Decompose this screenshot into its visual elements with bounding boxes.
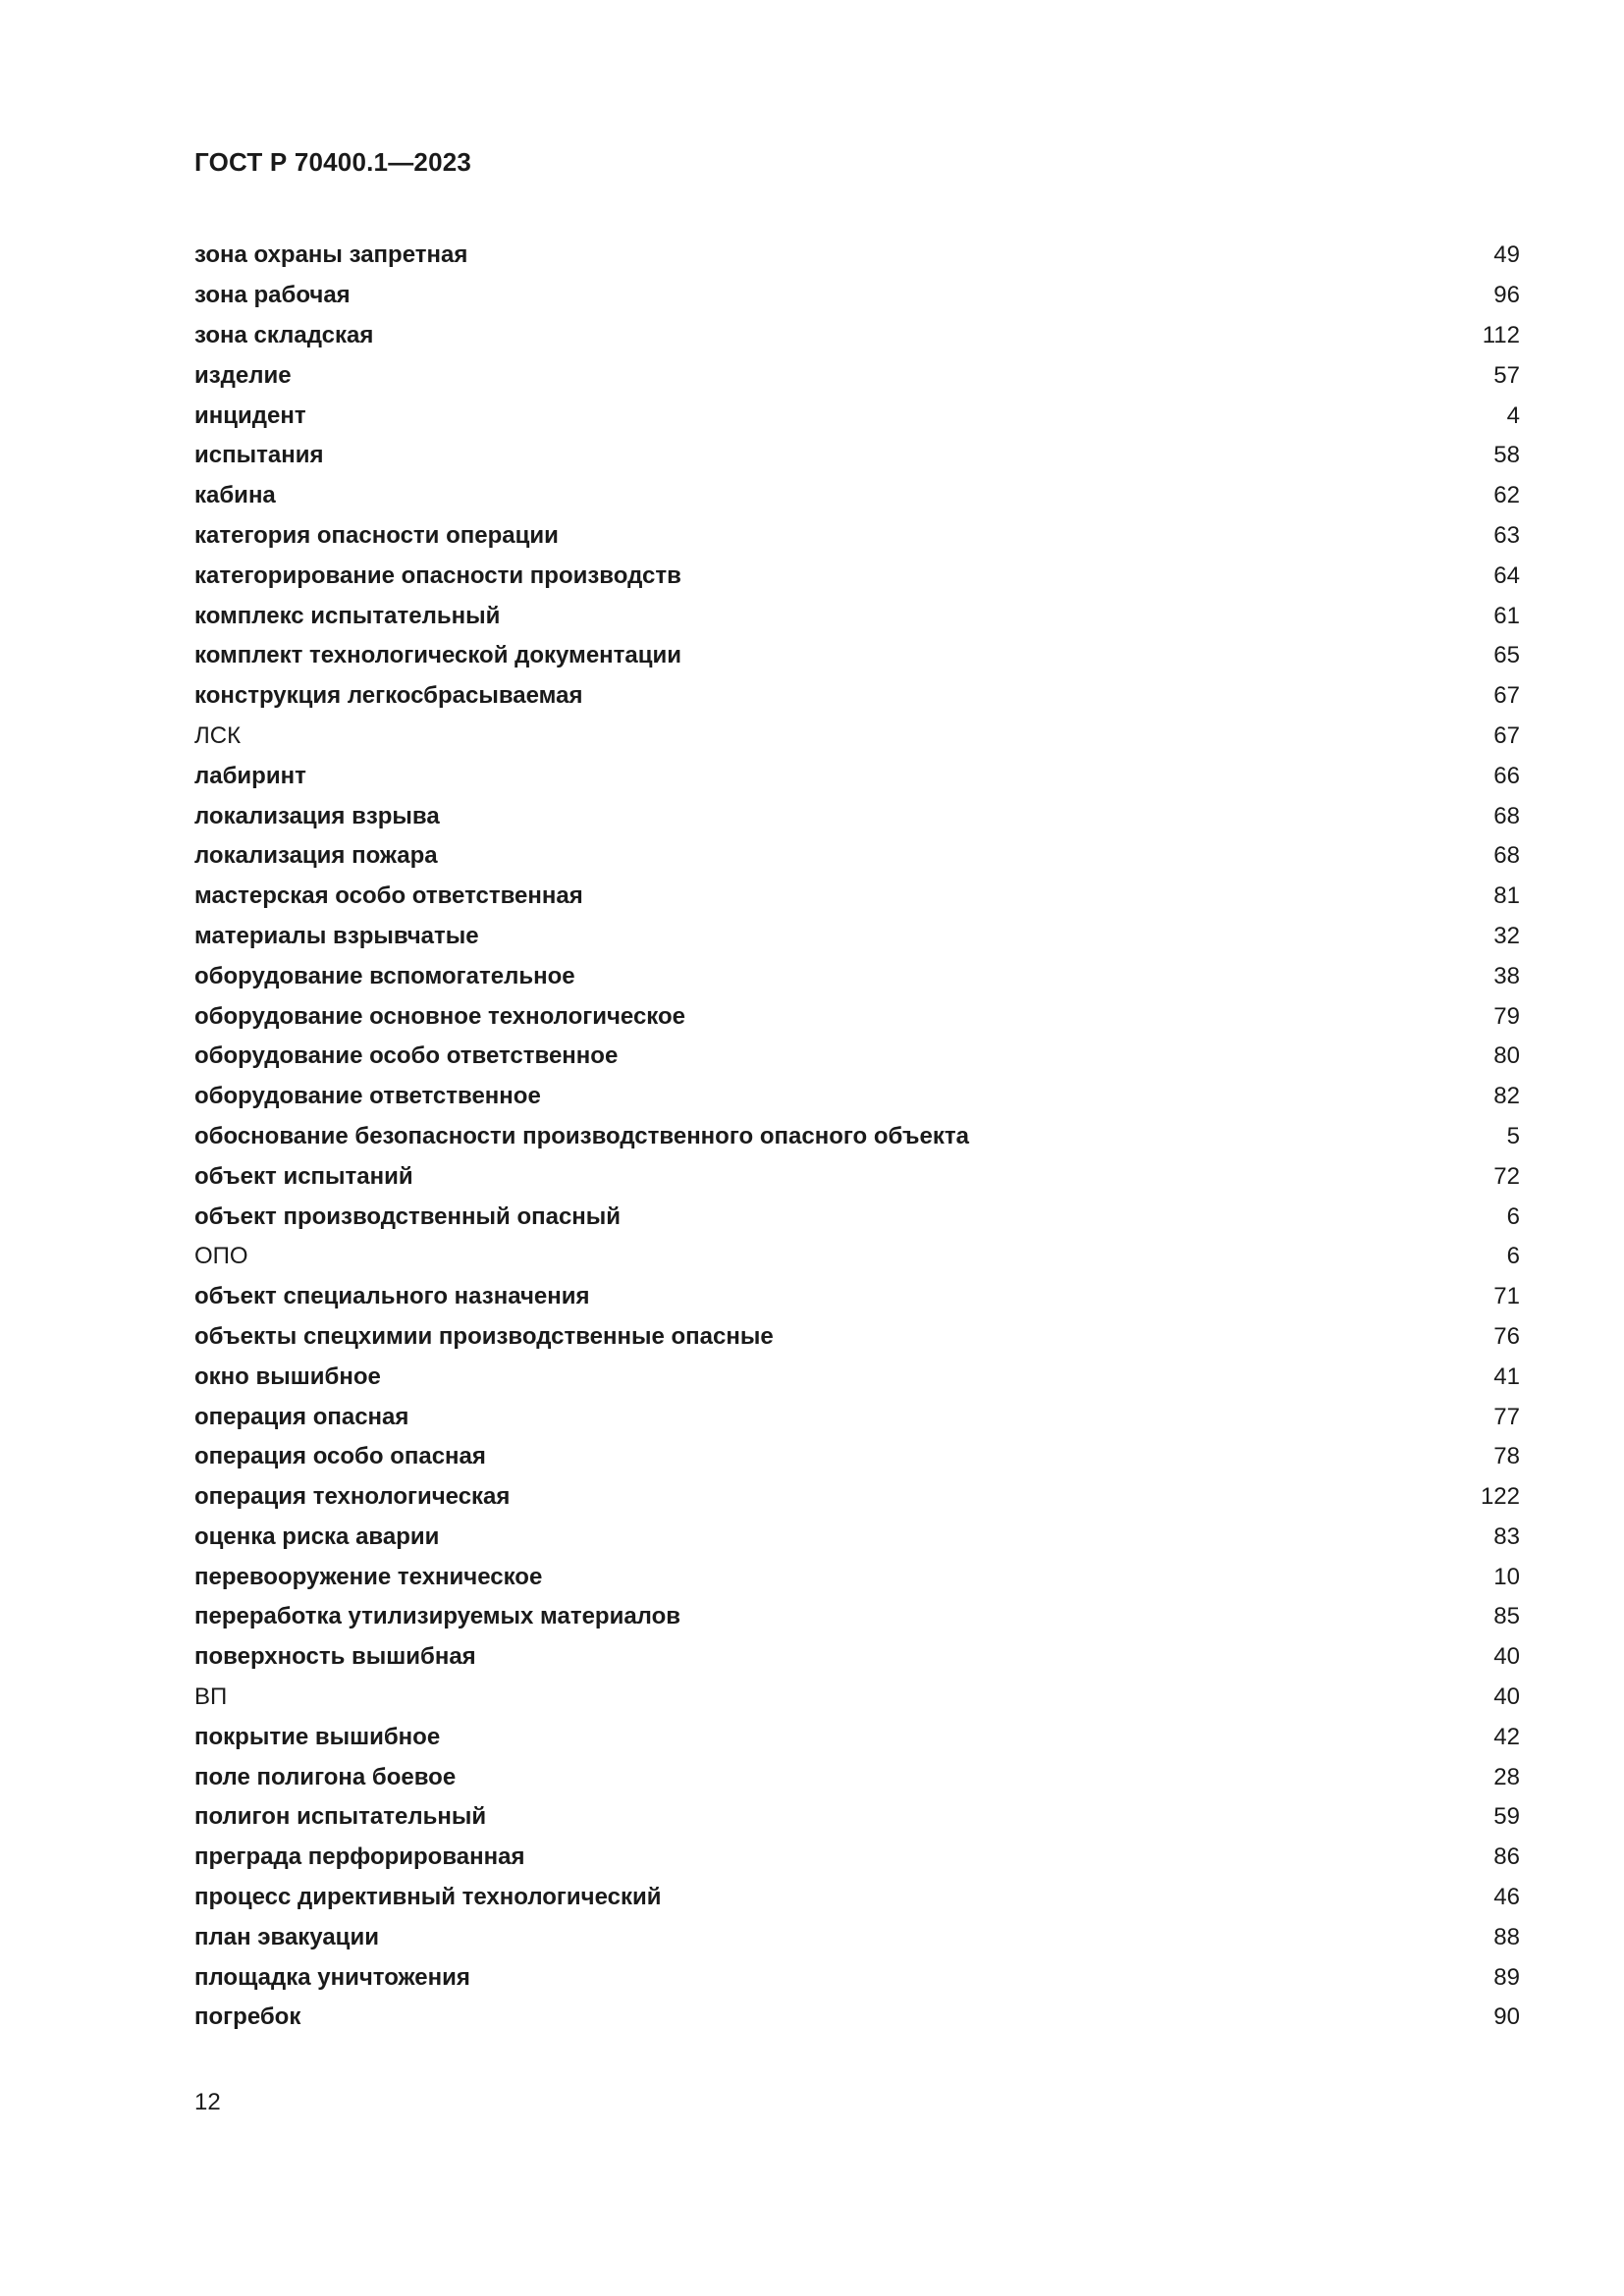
index-term-number: 89 [1493, 1963, 1520, 1991]
index-entry [194, 1237, 1520, 1277]
index-entry [194, 1917, 1520, 1957]
index-term: операция технологическая [194, 1483, 511, 1511]
index-term-number: 6 [1506, 1202, 1520, 1230]
index-term-number: 78 [1493, 1443, 1520, 1470]
index-entry [194, 636, 1520, 676]
index-term: категорирование опасности производств [194, 561, 681, 589]
index-entry [194, 1797, 1520, 1838]
index-entry [194, 1518, 1520, 1558]
index-entry [194, 996, 1520, 1037]
index-entry [194, 1477, 1520, 1518]
index-entry [194, 1878, 1520, 1918]
index-term-number: 81 [1493, 882, 1520, 910]
index-term: инцидент [194, 401, 306, 429]
alphabetical-index-list [194, 236, 1520, 2038]
index-term-number: 65 [1493, 642, 1520, 669]
index-term: окно вышибное [194, 1362, 381, 1390]
index-term-number: 71 [1493, 1283, 1520, 1310]
index-term: переработка утилизируемых материалов [194, 1603, 681, 1630]
index-entry [194, 1437, 1520, 1477]
index-term: погребок [194, 2003, 301, 2031]
index-entry [194, 1077, 1520, 1117]
index-term-number: 68 [1493, 842, 1520, 870]
index-entry [194, 1678, 1520, 1718]
index-entry [194, 1117, 1520, 1157]
index-term: зона складская [194, 321, 374, 348]
index-term: полигон испытательный [194, 1803, 487, 1831]
index-entry [194, 476, 1520, 516]
index-term: ВП [194, 1683, 228, 1711]
index-term-number: 82 [1493, 1083, 1520, 1110]
index-term: материалы взрывчатые [194, 922, 479, 949]
index-term-number: 112 [1482, 321, 1520, 348]
index-term-number: 63 [1493, 521, 1520, 549]
index-term: объект производственный опасный [194, 1202, 622, 1230]
index-term: ЛСК [194, 721, 242, 749]
index-term: объекты спецхимии производственные опасные [194, 1322, 774, 1350]
index-term: объект специального назначения [194, 1283, 590, 1310]
index-term-number: 40 [1493, 1683, 1520, 1711]
index-term-number: 66 [1493, 762, 1520, 789]
index-term: процесс директивный технологический [194, 1884, 662, 1911]
index-entry [194, 1757, 1520, 1797]
index-term: план эвакуации [194, 1923, 379, 1950]
index-term: зона рабочая [194, 282, 351, 309]
index-entry [194, 1277, 1520, 1317]
index-term: операция особо опасная [194, 1443, 486, 1470]
index-entry [194, 676, 1520, 717]
index-entry [194, 1998, 1520, 2038]
index-term: площадка уничтожения [194, 1963, 470, 1991]
index-entry [194, 1397, 1520, 1437]
index-term-number: 58 [1493, 442, 1520, 469]
index-entry [194, 717, 1520, 757]
index-term-number: 28 [1493, 1763, 1520, 1790]
index-term: локализация пожара [194, 842, 438, 870]
index-entry [194, 236, 1520, 276]
index-term: операция опасная [194, 1403, 409, 1430]
index-term-number: 46 [1493, 1884, 1520, 1911]
index-term: лабиринт [194, 762, 306, 789]
index-term: категория опасности операции [194, 521, 559, 549]
index-term-number: 83 [1493, 1522, 1520, 1550]
index-term-number: 41 [1493, 1362, 1520, 1390]
index-entry [194, 1156, 1520, 1197]
index-entry [194, 436, 1520, 476]
index-term-number: 62 [1493, 482, 1520, 509]
index-term-number: 32 [1493, 922, 1520, 949]
index-term: покрытие вышибное [194, 1723, 441, 1750]
index-term: перевооружение техническое [194, 1563, 543, 1590]
index-entry [194, 556, 1520, 596]
index-term: оборудование ответственное [194, 1083, 541, 1110]
index-entry [194, 1037, 1520, 1077]
index-entry [194, 396, 1520, 436]
index-term: объект испытаний [194, 1162, 413, 1190]
index-term-number: 80 [1493, 1042, 1520, 1070]
index-entry [194, 796, 1520, 836]
index-entry [194, 1557, 1520, 1597]
index-term-number: 67 [1493, 721, 1520, 749]
index-term: конструкция легкосбрасываемая [194, 682, 583, 710]
index-term-number: 61 [1493, 602, 1520, 629]
index-term-number: 4 [1506, 401, 1520, 429]
index-term: испытания [194, 442, 324, 469]
index-term: поверхность вышибная [194, 1643, 476, 1671]
index-term-number: 38 [1493, 962, 1520, 989]
index-entry [194, 1838, 1520, 1878]
index-term: поле полигона боевое [194, 1763, 457, 1790]
index-term-number: 10 [1493, 1563, 1520, 1590]
index-entry [194, 1717, 1520, 1757]
index-term-number: 122 [1480, 1483, 1520, 1511]
index-entry [194, 836, 1520, 877]
index-term-number: 77 [1493, 1403, 1520, 1430]
index-term-number: 86 [1493, 1843, 1520, 1871]
index-term-number: 88 [1493, 1923, 1520, 1950]
index-entry [194, 877, 1520, 917]
index-term-number: 5 [1506, 1122, 1520, 1149]
document-header: ГОСТ Р 70400.1—2023 [194, 147, 472, 177]
index-term: зона охраны запретная [194, 241, 468, 269]
index-entry [194, 316, 1520, 356]
index-term: изделие [194, 361, 292, 389]
index-term: мастерская особо ответственная [194, 882, 583, 910]
index-term: кабина [194, 482, 276, 509]
index-entry [194, 1637, 1520, 1678]
index-term-number: 85 [1493, 1603, 1520, 1630]
index-entry [194, 917, 1520, 957]
index-term: обоснование безопасности производственного опасного объекта [194, 1122, 969, 1149]
index-term-number: 76 [1493, 1322, 1520, 1350]
index-term-number: 40 [1493, 1643, 1520, 1671]
index-term: оборудование основное технологическое [194, 1002, 686, 1030]
index-entry [194, 1197, 1520, 1237]
index-term-number: 79 [1493, 1002, 1520, 1030]
index-term: преграда перфорированная [194, 1843, 525, 1871]
index-entry [194, 596, 1520, 636]
page-number: 12 [194, 2089, 221, 2115]
index-term-number: 90 [1493, 2003, 1520, 2031]
index-term-number: 68 [1493, 802, 1520, 829]
index-entry [194, 1317, 1520, 1358]
index-term-number: 59 [1493, 1803, 1520, 1831]
index-term: комплекс испытательный [194, 602, 501, 629]
index-term-number: 49 [1493, 241, 1520, 269]
index-term-number: 6 [1506, 1243, 1520, 1270]
index-term: локализация взрыва [194, 802, 440, 829]
index-term-number: 64 [1493, 561, 1520, 589]
index-entry [194, 1357, 1520, 1397]
index-term: оборудование вспомогательное [194, 962, 575, 989]
index-term-number: 72 [1493, 1162, 1520, 1190]
index-term: комплект технологической документации [194, 642, 682, 669]
index-term-number: 57 [1493, 361, 1520, 389]
index-entry [194, 516, 1520, 557]
index-term-number: 96 [1493, 282, 1520, 309]
index-term: оценка риска аварии [194, 1522, 440, 1550]
index-entry [194, 756, 1520, 796]
index-term-number: 67 [1493, 682, 1520, 710]
index-term-number: 42 [1493, 1723, 1520, 1750]
index-entry [194, 276, 1520, 316]
index-entry [194, 956, 1520, 996]
index-term: оборудование особо ответственное [194, 1042, 619, 1070]
index-entry [194, 1957, 1520, 1998]
index-term: ОПО [194, 1243, 248, 1270]
index-entry [194, 1597, 1520, 1637]
index-entry [194, 355, 1520, 396]
